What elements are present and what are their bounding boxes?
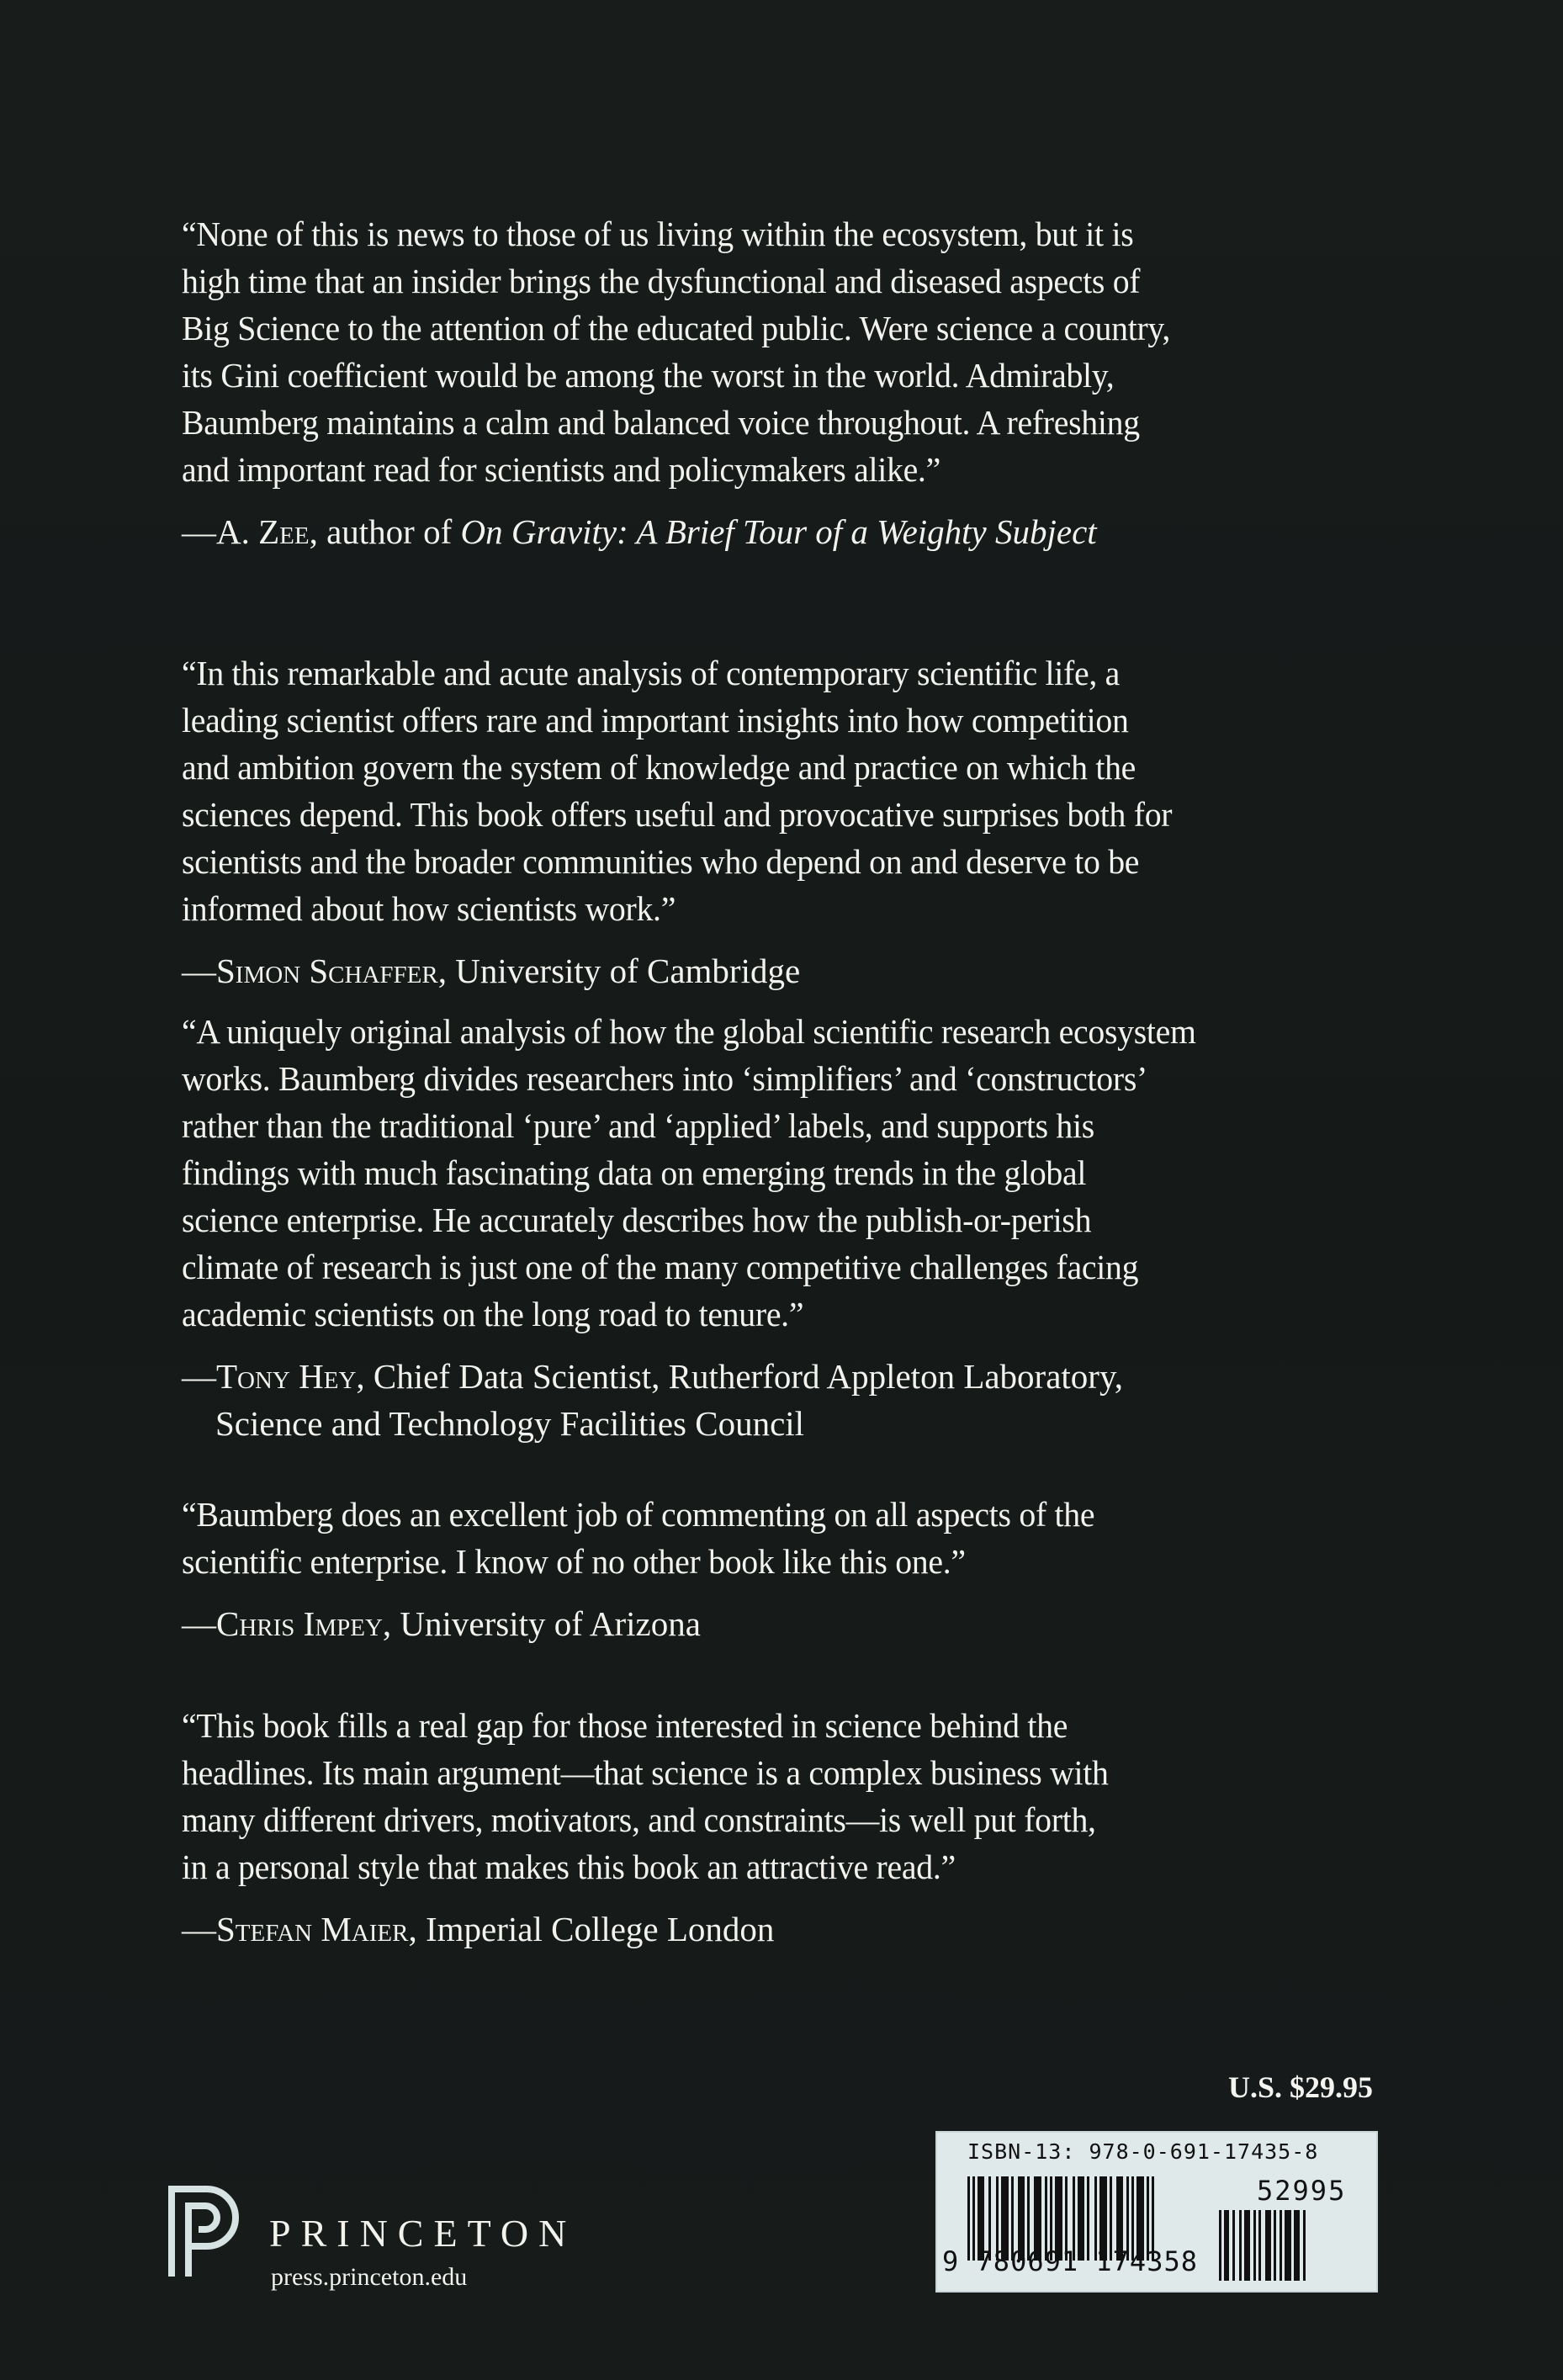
- quote-line: “Baumberg does an excellent job of commenting on all aspects of the: [182, 1495, 1095, 1534]
- author-affiliation: , Chief Data Scientist, Rutherford Appleton Laboratory,: [356, 1357, 1124, 1396]
- addon-barcode-bars: [1219, 2210, 1343, 2281]
- author-name: Tony Hey: [216, 1357, 357, 1396]
- quote-line: scientific enterprise. I know of no other book like this one.”: [182, 1542, 966, 1581]
- quote-line: “None of this is news to those of us living within the ecosystem, but it is: [182, 215, 1134, 253]
- author-name: Stefan Maier: [216, 1910, 409, 1948]
- quote-line: rather than the traditional ‘pure’ and ‘applied’ labels, and supports his: [182, 1106, 1094, 1145]
- blurb-schaffer: [182, 649, 1309, 994]
- book-title: On Gravity: A Brief Tour of a Weighty Subject: [460, 512, 1097, 551]
- quote-line: sciences depend. This book offers useful and provocative surprises both for: [182, 795, 1173, 834]
- author-affiliation: , Imperial College London: [408, 1910, 775, 1948]
- quote-line: leading scientist offers rare and important insights into how competition: [182, 701, 1129, 739]
- blurb-quote: [182, 1491, 1275, 1585]
- quote-line: high time that an insider brings the dysfunctional and diseased aspects of: [182, 262, 1141, 300]
- blurb-impey: [182, 1491, 1309, 1647]
- author-affiliation: , University of Arizona: [382, 1604, 701, 1643]
- em-dash: —: [182, 951, 216, 990]
- princeton-p-logo-icon: [165, 2182, 246, 2280]
- quote-line: Baumberg maintains a calm and balanced voice throughout. A refreshing: [182, 403, 1140, 442]
- publisher-url[interactable]: press.princeton.edu: [271, 2263, 468, 2291]
- blurb-quote: [182, 1008, 1275, 1338]
- quote-line: its Gini coefficient would be among the worst in the world. Admirably,: [182, 356, 1115, 395]
- quote-line: and ambition govern the system of knowledge and practice on which the: [182, 748, 1136, 787]
- quote-line: and important read for scientists and policymakers alike.”: [182, 450, 940, 489]
- quote-line: science enterprise. He accurately describes how the publish-or-perish: [182, 1201, 1092, 1239]
- blurb-quote: [182, 1702, 1275, 1890]
- quote-line: works. Baumberg divides researchers into ‘simplifiers’ and ‘constructors’: [182, 1059, 1147, 1098]
- blurb-maier: [182, 1702, 1309, 1953]
- quote-line: findings with much fascinating data on emerging trends in the global: [182, 1153, 1087, 1192]
- blurb-attribution: [182, 947, 1309, 994]
- quote-line: climate of research is just one of the many competitive challenges facing: [182, 1248, 1139, 1286]
- quote-line: Big Science to the attention of the educated public. Were science a country,: [182, 309, 1171, 347]
- quote-line: in a personal style that makes this book an attractive read.”: [182, 1847, 956, 1886]
- quote-line: academic scientists on the long road to tenure.”: [182, 1295, 804, 1333]
- em-dash: —: [182, 512, 216, 551]
- blurb-attribution: [182, 1906, 1309, 1953]
- publisher-name: PRINCETON: [269, 2212, 577, 2255]
- quote-line: many different drivers, motivators, and constraints—is well put forth,: [182, 1800, 1096, 1839]
- isbn-barcode: [935, 2131, 1378, 2293]
- author-affiliation-continued: Science and Technology Facilities Council: [215, 1404, 805, 1443]
- author-name: Simon Schaffer: [216, 951, 438, 990]
- quote-line: headlines. Its main argument—that science is a complex business with: [182, 1753, 1109, 1792]
- price-label: U.S. $29.95: [1228, 2070, 1374, 2104]
- blurb-attribution: [182, 1600, 1309, 1647]
- ean-digits: 9 780691 174358: [942, 2245, 1198, 2277]
- em-dash: —: [182, 1604, 216, 1643]
- isbn-label: ISBN-13: 978-0-691-17435-8: [967, 2139, 1319, 2164]
- price-addon-code: 52995: [1257, 2175, 1347, 2207]
- quote-line: “A uniquely original analysis of how the global scientific research ecosystem: [182, 1012, 1196, 1051]
- quote-line: informed about how scientists work.”: [182, 889, 676, 928]
- quote-line: scientists and the broader communities who depend on and deserve to be: [182, 842, 1140, 881]
- em-dash: —: [182, 1910, 216, 1948]
- blurb-quote: [182, 210, 1275, 493]
- author-affiliation: , author of: [309, 512, 461, 551]
- em-dash: —: [182, 1357, 216, 1396]
- author-affiliation: , University of Cambridge: [437, 951, 801, 990]
- quote-line: “This book fills a real gap for those interested in science behind the: [182, 1706, 1068, 1745]
- quote-line: “In this remarkable and acute analysis of contemporary scientific life, a: [182, 654, 1121, 692]
- blurb-attribution: [182, 508, 1309, 555]
- blurb-attribution: [182, 1353, 1309, 1447]
- blurb-hey: [182, 1008, 1309, 1447]
- author-name: A. Zee: [216, 512, 310, 551]
- blurb-zee: [182, 210, 1309, 555]
- blurb-quote: [182, 649, 1275, 932]
- author-name: Chris Impey: [216, 1604, 383, 1643]
